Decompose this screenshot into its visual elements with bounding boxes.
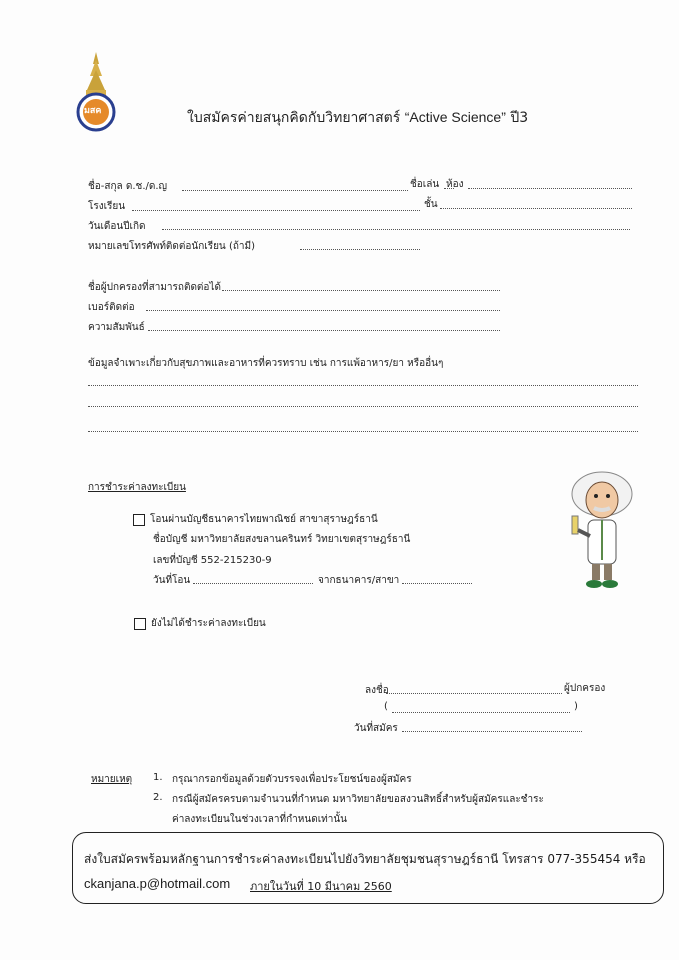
submission-instructions: ส่งใบสมัครพร้อมหลักฐานการชำระค่าลงทะเบียนไปยังวิทยาลัยชุมชนสุราษฎร์ธานี โทรสาร 077-355454 หรือ xyxy=(84,852,646,866)
class-label: ชั้น xyxy=(424,199,438,210)
deadline-text: ภายในวันที่ 10 มีนาคม 2560 xyxy=(250,880,392,893)
transfer-date-label: วันที่โอน xyxy=(153,575,191,586)
guardian-phone-label: เบอร์ติดต่อ xyxy=(88,302,135,313)
title-year: ปี3 xyxy=(510,110,529,126)
health-info-label: ข้อมูลจำเพาะเกี่ยวกับสุขภาพและอาหารที่ควรทราบ เช่น การแพ้อาหาร/ยา หรืออื่นๆ xyxy=(88,358,444,369)
transfer-bank-text: โอนผ่านบัญชีธนาคารไทยพาณิชย์ สาขาสุราษฎร์ธานี xyxy=(150,514,378,525)
form-title xyxy=(187,107,528,129)
payment-heading: การชำระค่าลงทะเบียน xyxy=(88,482,186,493)
student-name-field[interactable] xyxy=(182,190,408,191)
birthdate-field[interactable] xyxy=(162,229,630,230)
account-name-text: ชื่อบัญชี มหาวิทยาลัยสงขลานครินทร์ วิทยาเขตสุราษฎร์ธานี xyxy=(153,534,411,545)
application-date-label: วันที่สมัคร xyxy=(354,723,398,734)
guardian-sign-label: ผู้ปกครอง xyxy=(564,683,606,694)
sign-label: ลงชื่อ xyxy=(365,685,389,696)
room-field[interactable] xyxy=(468,188,632,189)
application-date-field[interactable] xyxy=(402,731,582,732)
transfer-date-field[interactable] xyxy=(193,583,313,584)
relation-field[interactable] xyxy=(148,330,500,331)
guardian-phone-field[interactable] xyxy=(146,310,500,311)
open-parenthesis: ( xyxy=(384,701,388,712)
note-1-number: 1. xyxy=(153,772,163,783)
school-label: โรงเรียน xyxy=(88,201,126,212)
student-phone-field[interactable] xyxy=(300,249,420,250)
contact-email[interactable]: ckanjana.p@hotmail.com xyxy=(84,876,231,891)
notes-heading: หมายเหตุ xyxy=(91,774,133,785)
health-line-2[interactable] xyxy=(88,406,638,407)
logo-text: มสค xyxy=(84,106,102,116)
guardian-name-label: ชื่อผู้ปกครองที่สามารถติดต่อได้ xyxy=(88,282,221,293)
nickname-label: ชื่อเล่น xyxy=(410,179,440,190)
signature-field[interactable] xyxy=(386,693,562,694)
class-field[interactable] xyxy=(440,208,632,209)
birthdate-label: วันเดือนปีเกิด xyxy=(88,221,146,232)
room-label: ห้อง xyxy=(446,179,464,190)
university-seal-logo xyxy=(72,50,120,134)
note-2-line-1: กรณีผู้สมัครครบตามจำนวนที่กำหนด มหาวิทยาลัยขอสงวนสิทธิ์สำหรับผู้สมัครและชำระ xyxy=(172,794,544,805)
student-name-label: ชื่อ-สกุล ด.ช./ด.ญ xyxy=(88,181,168,192)
note-2-number: 2. xyxy=(153,792,163,803)
health-line-1[interactable] xyxy=(88,385,638,386)
scientist-cartoon-image xyxy=(568,464,640,594)
note-1-text: กรุณากรอกข้อมูลด้วยตัวบรรจงเพื่อประโยชน์ของผู้สมัคร xyxy=(172,774,412,785)
transfer-checkbox[interactable] xyxy=(133,514,145,526)
title-english: “Active Science” xyxy=(404,109,506,125)
bank-branch-label: จากธนาคาร/สาขา xyxy=(318,575,400,586)
student-phone-label: หมายเลขโทรศัพท์ติดต่อนักเรียน (ถ้ามี) xyxy=(88,241,256,252)
note-2-line-2: ค่าลงทะเบียนในช่วงเวลาที่กำหนดเท่านั้น xyxy=(172,814,347,825)
school-field[interactable] xyxy=(132,210,420,211)
not-paid-label: ยังไม่ได้ชำระค่าลงทะเบียน xyxy=(151,618,266,629)
title-thai: ใบสมัครค่ายสนุกคิดกับวิทยาศาสตร์ xyxy=(187,110,401,126)
printed-name-field[interactable] xyxy=(392,712,570,713)
bank-branch-field[interactable] xyxy=(402,583,472,584)
relation-label: ความสัมพันธ์ xyxy=(88,322,145,333)
guardian-name-field[interactable] xyxy=(222,290,500,291)
not-paid-checkbox[interactable] xyxy=(134,618,146,630)
account-number-text: เลขที่บัญชี 552-215230-9 xyxy=(153,555,272,566)
close-parenthesis: ) xyxy=(574,701,578,712)
health-line-3[interactable] xyxy=(88,431,638,432)
